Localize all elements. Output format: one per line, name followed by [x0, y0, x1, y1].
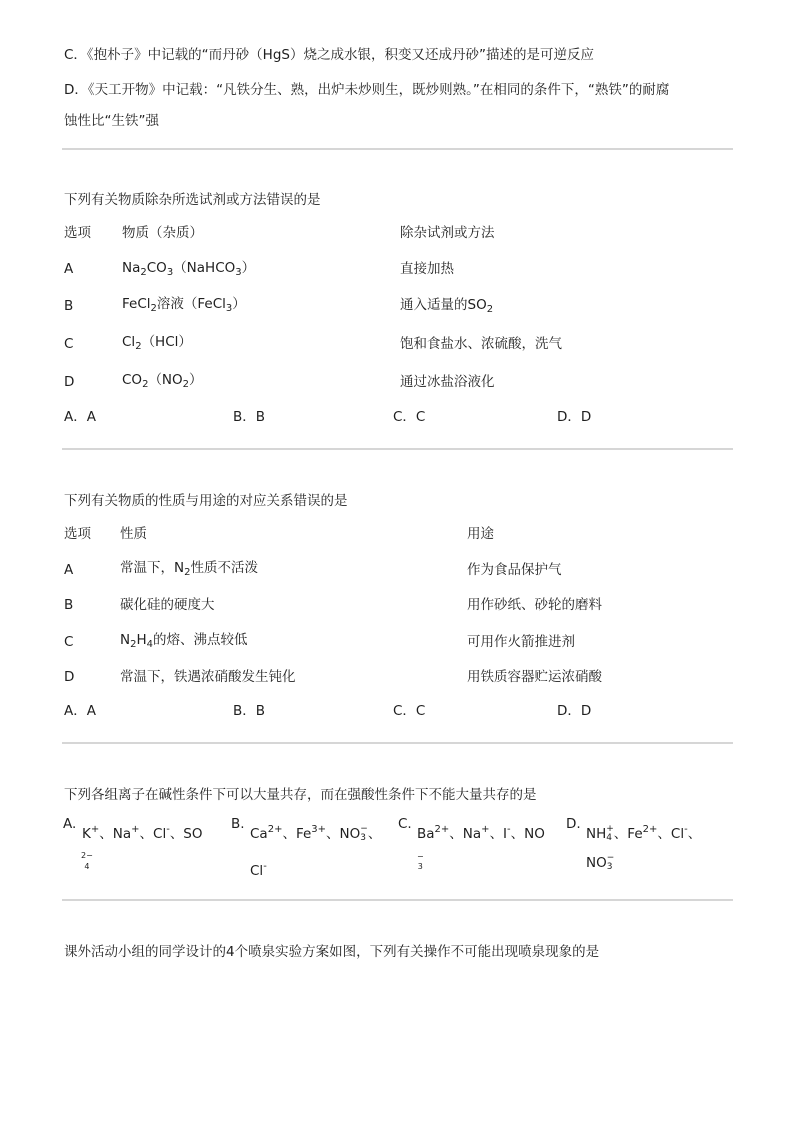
choice-a-ions[interactable]: K+、Na+、Cl-、SO	[82, 824, 203, 842]
option-c-text: C．《抱朴子》中记载的“而丹砂（HgS）烧之成水银，积变又还成丹砂”描述的是可逆反应	[64, 47, 594, 63]
row-option: C	[64, 634, 74, 650]
row-use: 作为食品保护气	[467, 562, 562, 578]
option-d-text-line2: 蚀性比“生铁”强	[64, 113, 159, 129]
row-material: $Na_2CO_3(NaHCO_3)$	[122, 260, 256, 278]
row-use: 用铁质容器贮运浓硝酸	[467, 669, 602, 685]
choice-c-label[interactable]: C.	[398, 816, 412, 832]
row-material: $CO_2(NO_2)$	[122, 372, 203, 390]
table-header-option: 选项	[64, 526, 91, 542]
answer-option-a[interactable]: A．A	[64, 409, 96, 425]
divider	[62, 448, 733, 450]
row-method: 通入适量的$SO_2$	[400, 297, 494, 315]
row-option: C	[64, 336, 74, 352]
answer-option-c[interactable]: C．C	[393, 703, 426, 719]
choice-d-label[interactable]: D.	[566, 816, 581, 832]
row-option: D	[64, 669, 75, 685]
choice-b-ions[interactable]: $Ca^{2+}$、$Fe^{3+}$、NO − 3 、	[250, 824, 382, 843]
row-method: 通过冰盐浴液化	[400, 374, 495, 390]
choice-c-fraction: − 3	[417, 852, 424, 871]
choice-b-label[interactable]: B.	[231, 816, 245, 832]
row-property: 碳化硅的硬度大	[120, 597, 215, 613]
row-option: B	[64, 298, 74, 314]
question-stem: 下列有关物质除杂所选试剂或方法错误的是	[64, 192, 321, 208]
table-header-option: 选项	[64, 225, 91, 241]
choice-c-ions[interactable]: $Ba^{2+}$、Na+、I-、NO	[417, 824, 545, 842]
answer-option-a[interactable]: A．A	[64, 703, 96, 719]
row-material: FeCl$_2$溶液（FeCl$_3$）	[122, 296, 246, 314]
row-option: B	[64, 597, 74, 613]
choice-d-ions[interactable]: NH + 4 、$Fe^{2+}$、Cl-、	[586, 824, 702, 843]
choice-a-fraction: 2− 4	[81, 851, 93, 871]
divider	[62, 148, 733, 150]
question-stem: 下列各组离子在碱性条件下可以大量共存，而在强酸性条件下不能大量共存的是	[64, 787, 537, 803]
row-method: 饱和食盐水、浓硫酸，洗气	[400, 336, 562, 352]
answer-option-b[interactable]: B．B	[233, 409, 266, 425]
table-header-use: 用途	[467, 526, 494, 542]
table-header-method: 除杂试剂或方法	[400, 225, 495, 241]
row-option: D	[64, 374, 75, 390]
row-use: 用作砂纸、砂轮的磨料	[467, 597, 602, 613]
row-property: $N_2H_4$的熔、沸点较低	[120, 632, 248, 650]
divider	[62, 899, 733, 901]
row-use: 可用作火箭推进剂	[467, 634, 575, 650]
row-option: A	[64, 261, 74, 277]
answer-option-d[interactable]: D．D	[557, 409, 592, 425]
row-property: 常温下，$N_2$性质不活泼	[120, 560, 258, 578]
divider	[62, 742, 733, 744]
option-d-text-line1: D．《天工开物》中记载：“凡铁分生、熟，出炉未炒则生，既炒则熟。”在相同的条件下，“熟铁”的耐腐	[64, 82, 670, 98]
answer-option-d[interactable]: D．D	[557, 703, 592, 719]
question-stem: 课外活动小组的同学设计的4个喷泉实验方案如图，下列有关操作不可能出现喷泉现象的是	[64, 944, 600, 960]
choice-a-label[interactable]: A.	[63, 816, 77, 832]
row-method: 直接加热	[400, 261, 454, 277]
question-stem: 下列有关物质的性质与用途的对应关系错误的是	[64, 493, 348, 509]
answer-option-b[interactable]: B．B	[233, 703, 266, 719]
row-option: A	[64, 562, 74, 578]
row-material: $Cl_2(HCl)$	[122, 334, 192, 352]
choice-d-ions-line2: NO − 3	[586, 853, 615, 872]
choice-b-ions-line2: Cl-	[250, 861, 267, 879]
table-header-property: 性质	[120, 526, 147, 542]
answer-option-c[interactable]: C．C	[393, 409, 426, 425]
row-property: 常温下，铁遇浓硝酸发生钝化	[120, 669, 296, 685]
table-header-material: 物质（杂质）	[122, 225, 203, 241]
